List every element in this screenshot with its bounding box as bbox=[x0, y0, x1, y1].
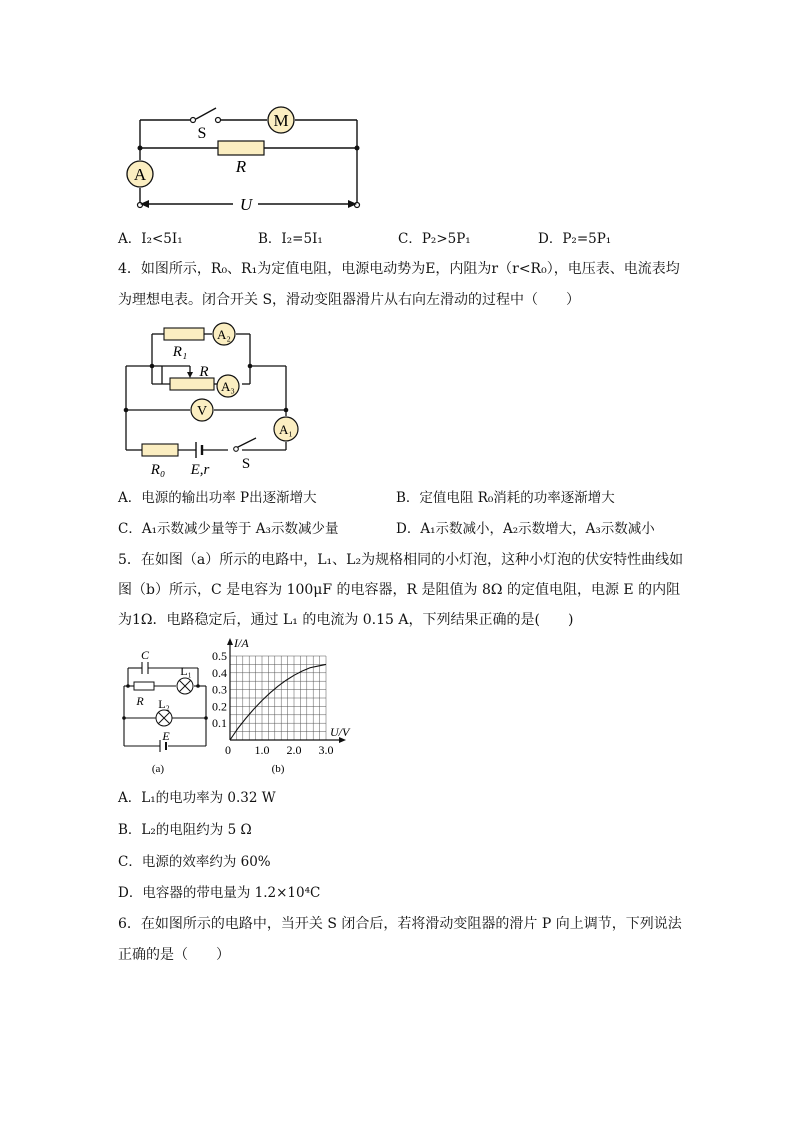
q4-stem-line2: 为理想电表。闭合开关 S，滑动变阻器滑片从右向左滑动的过程中（ ） bbox=[118, 292, 581, 308]
q3-option-c: C．P₂>5P₁ bbox=[398, 231, 471, 247]
q4-source-label: E,r bbox=[190, 462, 210, 478]
q5-x-tick-label: 3.0 bbox=[318, 743, 334, 757]
q4-circuit-diagram bbox=[118, 318, 308, 478]
q5-stem-line1: 5．在如图（a）所示的电路中，L₁、L₂为规格相同的小灯泡，这种小灯泡的伏安特性曲线如 bbox=[118, 552, 684, 568]
q5-l2-label: L₂ bbox=[158, 697, 170, 711]
q4-r-label: R bbox=[199, 364, 209, 380]
q5-x-tick-label: 2.0 bbox=[286, 743, 302, 757]
q4-stem-line1: 4．如图所示，R₀、R₁为定值电阻，电源电动势为E，内阻为r（r<R₀），电压表、电流表均 bbox=[118, 261, 680, 277]
q5-iu-curve bbox=[230, 664, 326, 740]
q4-switch-label: S bbox=[241, 456, 251, 472]
q5-stem-line3: 为1Ω．电路稳定后，通过 L₁ 的电流为 0.15 A，下列结果正确的是( ) bbox=[118, 612, 574, 628]
q5-chart-origin: 0 bbox=[225, 743, 231, 757]
q5-y-tick-label: 0.4 bbox=[212, 665, 227, 680]
q5-chart-xlabel: U/V bbox=[330, 725, 350, 739]
q5-circuit-diagram bbox=[118, 648, 214, 778]
q3-option-b: B．I₂=5I₁ bbox=[258, 231, 323, 247]
q4-r1-label: R₁ bbox=[172, 344, 188, 360]
q5-caption-a: (a) bbox=[151, 763, 165, 775]
q4-r0-label: R₀ bbox=[150, 462, 166, 478]
q6-stem-line2: 正确的是（ ） bbox=[118, 947, 230, 963]
q3-switch-label: S bbox=[197, 125, 207, 142]
q6-stem-line1: 6．在如图所示的电路中，当开关 S 闭合后，若将滑动变阻器的滑片 P 向上调节，下列说法 bbox=[118, 916, 682, 932]
q3-motor-label: M bbox=[273, 111, 289, 130]
q4-a3-label: A₃ bbox=[221, 379, 235, 394]
q5-option-d: D．电容器的带电量为 1.2×10⁴C bbox=[118, 885, 321, 901]
q5-chart-ylabel: I/A bbox=[234, 636, 249, 650]
q5-y-arrow bbox=[227, 638, 233, 645]
q5-iu-chart bbox=[204, 636, 374, 778]
q4-a2-label: A₂ bbox=[217, 327, 231, 342]
q5-y-tick-label: 0.2 bbox=[212, 699, 227, 714]
q5-option-c: C．电源的效率约为 60% bbox=[118, 854, 271, 870]
q3-option-a: A．I₂<5I₁ bbox=[118, 231, 183, 247]
q5-l1-label: L₁ bbox=[180, 664, 192, 678]
q5-option-b: B．L₂的电阻约为 5 Ω bbox=[118, 822, 252, 838]
q3-resistor-label: R bbox=[235, 157, 247, 176]
q5-r-label: R bbox=[136, 694, 144, 708]
q5-stem-line2: 图（b）所示，C 是电容为 100μF 的电容器，R 是阻值为 8Ω 的定值电阻，电源 E 的内阻 bbox=[118, 582, 681, 598]
q3-circuit-diagram bbox=[118, 100, 378, 215]
q5-option-a: A．L₁的电功率为 0.32 W bbox=[118, 790, 276, 806]
q5-c-label: C bbox=[140, 648, 150, 662]
q4-option-a: A．电源的输出功率 P出逐渐增大 bbox=[118, 490, 317, 506]
q3-option-d: D．P₂=5P₁ bbox=[538, 231, 612, 247]
q4-a1-label: A₁ bbox=[279, 422, 293, 437]
q4-option-b: B．定值电阻 R₀消耗的功率逐渐增大 bbox=[396, 490, 615, 506]
q5-caption-b: (b) bbox=[271, 763, 285, 775]
q4-v-label: V bbox=[196, 404, 208, 419]
q3-voltage-label: U bbox=[239, 195, 253, 214]
q4-option-c: C．A₁示数减少量等于 A₃示数减少量 bbox=[118, 521, 339, 537]
q5-x-tick-label: 1.0 bbox=[254, 743, 270, 757]
q5-e-label: E bbox=[162, 729, 170, 743]
q5-y-tick-label: 0.5 bbox=[212, 649, 227, 663]
q4-option-d: D．A₁示数减小，A₂示数增大，A₃示数减小 bbox=[396, 521, 655, 537]
q5-y-tick-label: 0.3 bbox=[212, 682, 227, 697]
q5-y-tick-label: 0.1 bbox=[212, 716, 227, 731]
q3-ammeter-label: A bbox=[133, 165, 147, 184]
